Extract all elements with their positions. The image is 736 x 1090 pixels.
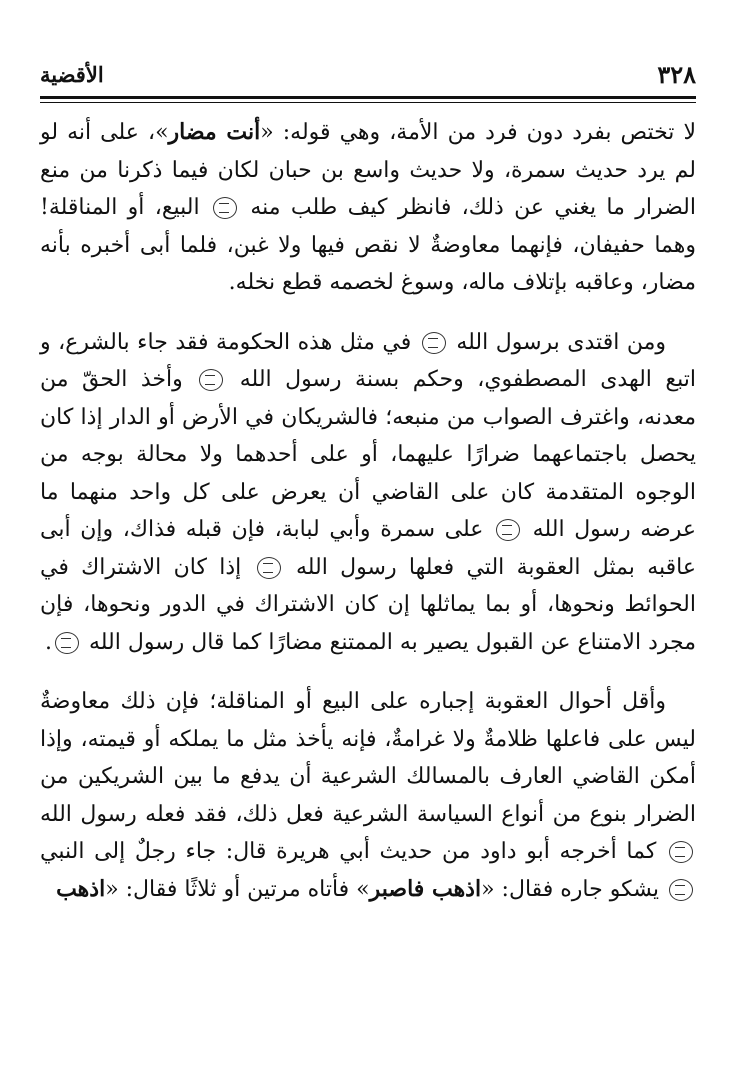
header-rule-thick <box>40 96 696 99</box>
text-segment: »، على أنه لو لم يرد حديث سمرة، ولا حديث واسع بن حبان لكان فيما ذكرنا من منع الضرار ما يغني عن ذلك، فانظر كيف طلب منه <box>40 120 696 220</box>
salutation-icon <box>496 519 520 541</box>
text-segment: وأقل أحوال العقوبة إجباره على البيع أو المناقلة؛ فإن ذلك معاوضةٌ ليس على فاعلها ظلامةٌ ولا غرامةٌ، فإنه يأخذ مثل ما يملكه أو قيمته، وإذا أمكن القاضي العارف بالمسالك الشرعية أن يدفع ما بين الشريكين من الضرار بنوع من أنواع السياسة الشرعية فعل ذلك، فقد فعله رسول الله <box>40 689 696 827</box>
salutation-icon <box>213 197 237 219</box>
page-header <box>40 58 696 98</box>
paragraph-1 <box>40 114 696 302</box>
text-segment: على سمرة وأبي لبابة، فإن قبله فذاك، وإن أبى عاقبه بمثل العقوبة التي فعلها رسول الله <box>40 517 696 580</box>
salutation-icon <box>199 369 223 391</box>
text-segment: وأخذ الحقّ من معدنه، واغترف الصواب من منبعه؛ فالشريكان في الأرض أو الدار إذا كان يحصل باجتماعهما ضرارًا عليهما، أو على أحدهما ولا محالة بوجه من الوجوه المتقدمة كان على القاضي أن يعرض على كل واحد منهما ما عرضه رسول الله <box>40 367 696 542</box>
text-segment: البيع، أو المناقلة! وهما حفيفان، فإنهما معاوضةٌ لا نقص فيها ولا غبن، فلما أبى أخبره بأنه مضار، وعاقبه بإتلاف ماله، وسوغ لخصمه قطع نخله. <box>40 195 696 295</box>
paragraph-2 <box>40 324 696 662</box>
running-title: الأقضية <box>40 62 104 87</box>
salutation-icon <box>669 841 693 863</box>
salutation-icon <box>257 557 281 579</box>
salutation-icon <box>669 879 693 901</box>
paragraph-3 <box>40 683 696 908</box>
page-number: ٣٢٨ <box>657 60 696 89</box>
text-segment: في مثل هذه الحكومة فقد جاء بالشرع، و اتبع الهدى المصطفوي، وحكم بسنة رسول الله <box>40 329 696 392</box>
text-segment: ومن اقتدى برسول الله <box>456 329 666 355</box>
body-text <box>40 114 696 908</box>
quote-bold: اذهب فاصبر <box>369 875 482 902</box>
text-segment: إذا كان الاشتراك في الحوائط ونحوها، أو بما يماثلها إن كان الاشتراك في الدور ونحوها، فإن مجرد الامتناع عن القبول يصير به الممتنع مضارًا كما قال رسول الله <box>40 554 696 655</box>
header-rule-thin <box>40 102 696 103</box>
salutation-icon <box>55 632 79 654</box>
text-segment: كما أخرجه أبو داود من حديث أبي هريرة قال: جاء رجلٌ إلى النبي <box>40 839 657 864</box>
quote-bold: أنت مضار <box>168 119 261 145</box>
text-segment: لا تختص بفرد دون فرد من الأمة، وهي قوله: « <box>260 120 696 145</box>
text-segment: يشكو جاره فقال: « <box>481 876 659 902</box>
text-segment: . <box>44 629 52 655</box>
text-segment: » فأتاه مرتين أو ثلاثًا فقال: « <box>105 876 370 902</box>
salutation-icon <box>422 332 446 354</box>
quote-bold: اذهب <box>56 875 106 902</box>
